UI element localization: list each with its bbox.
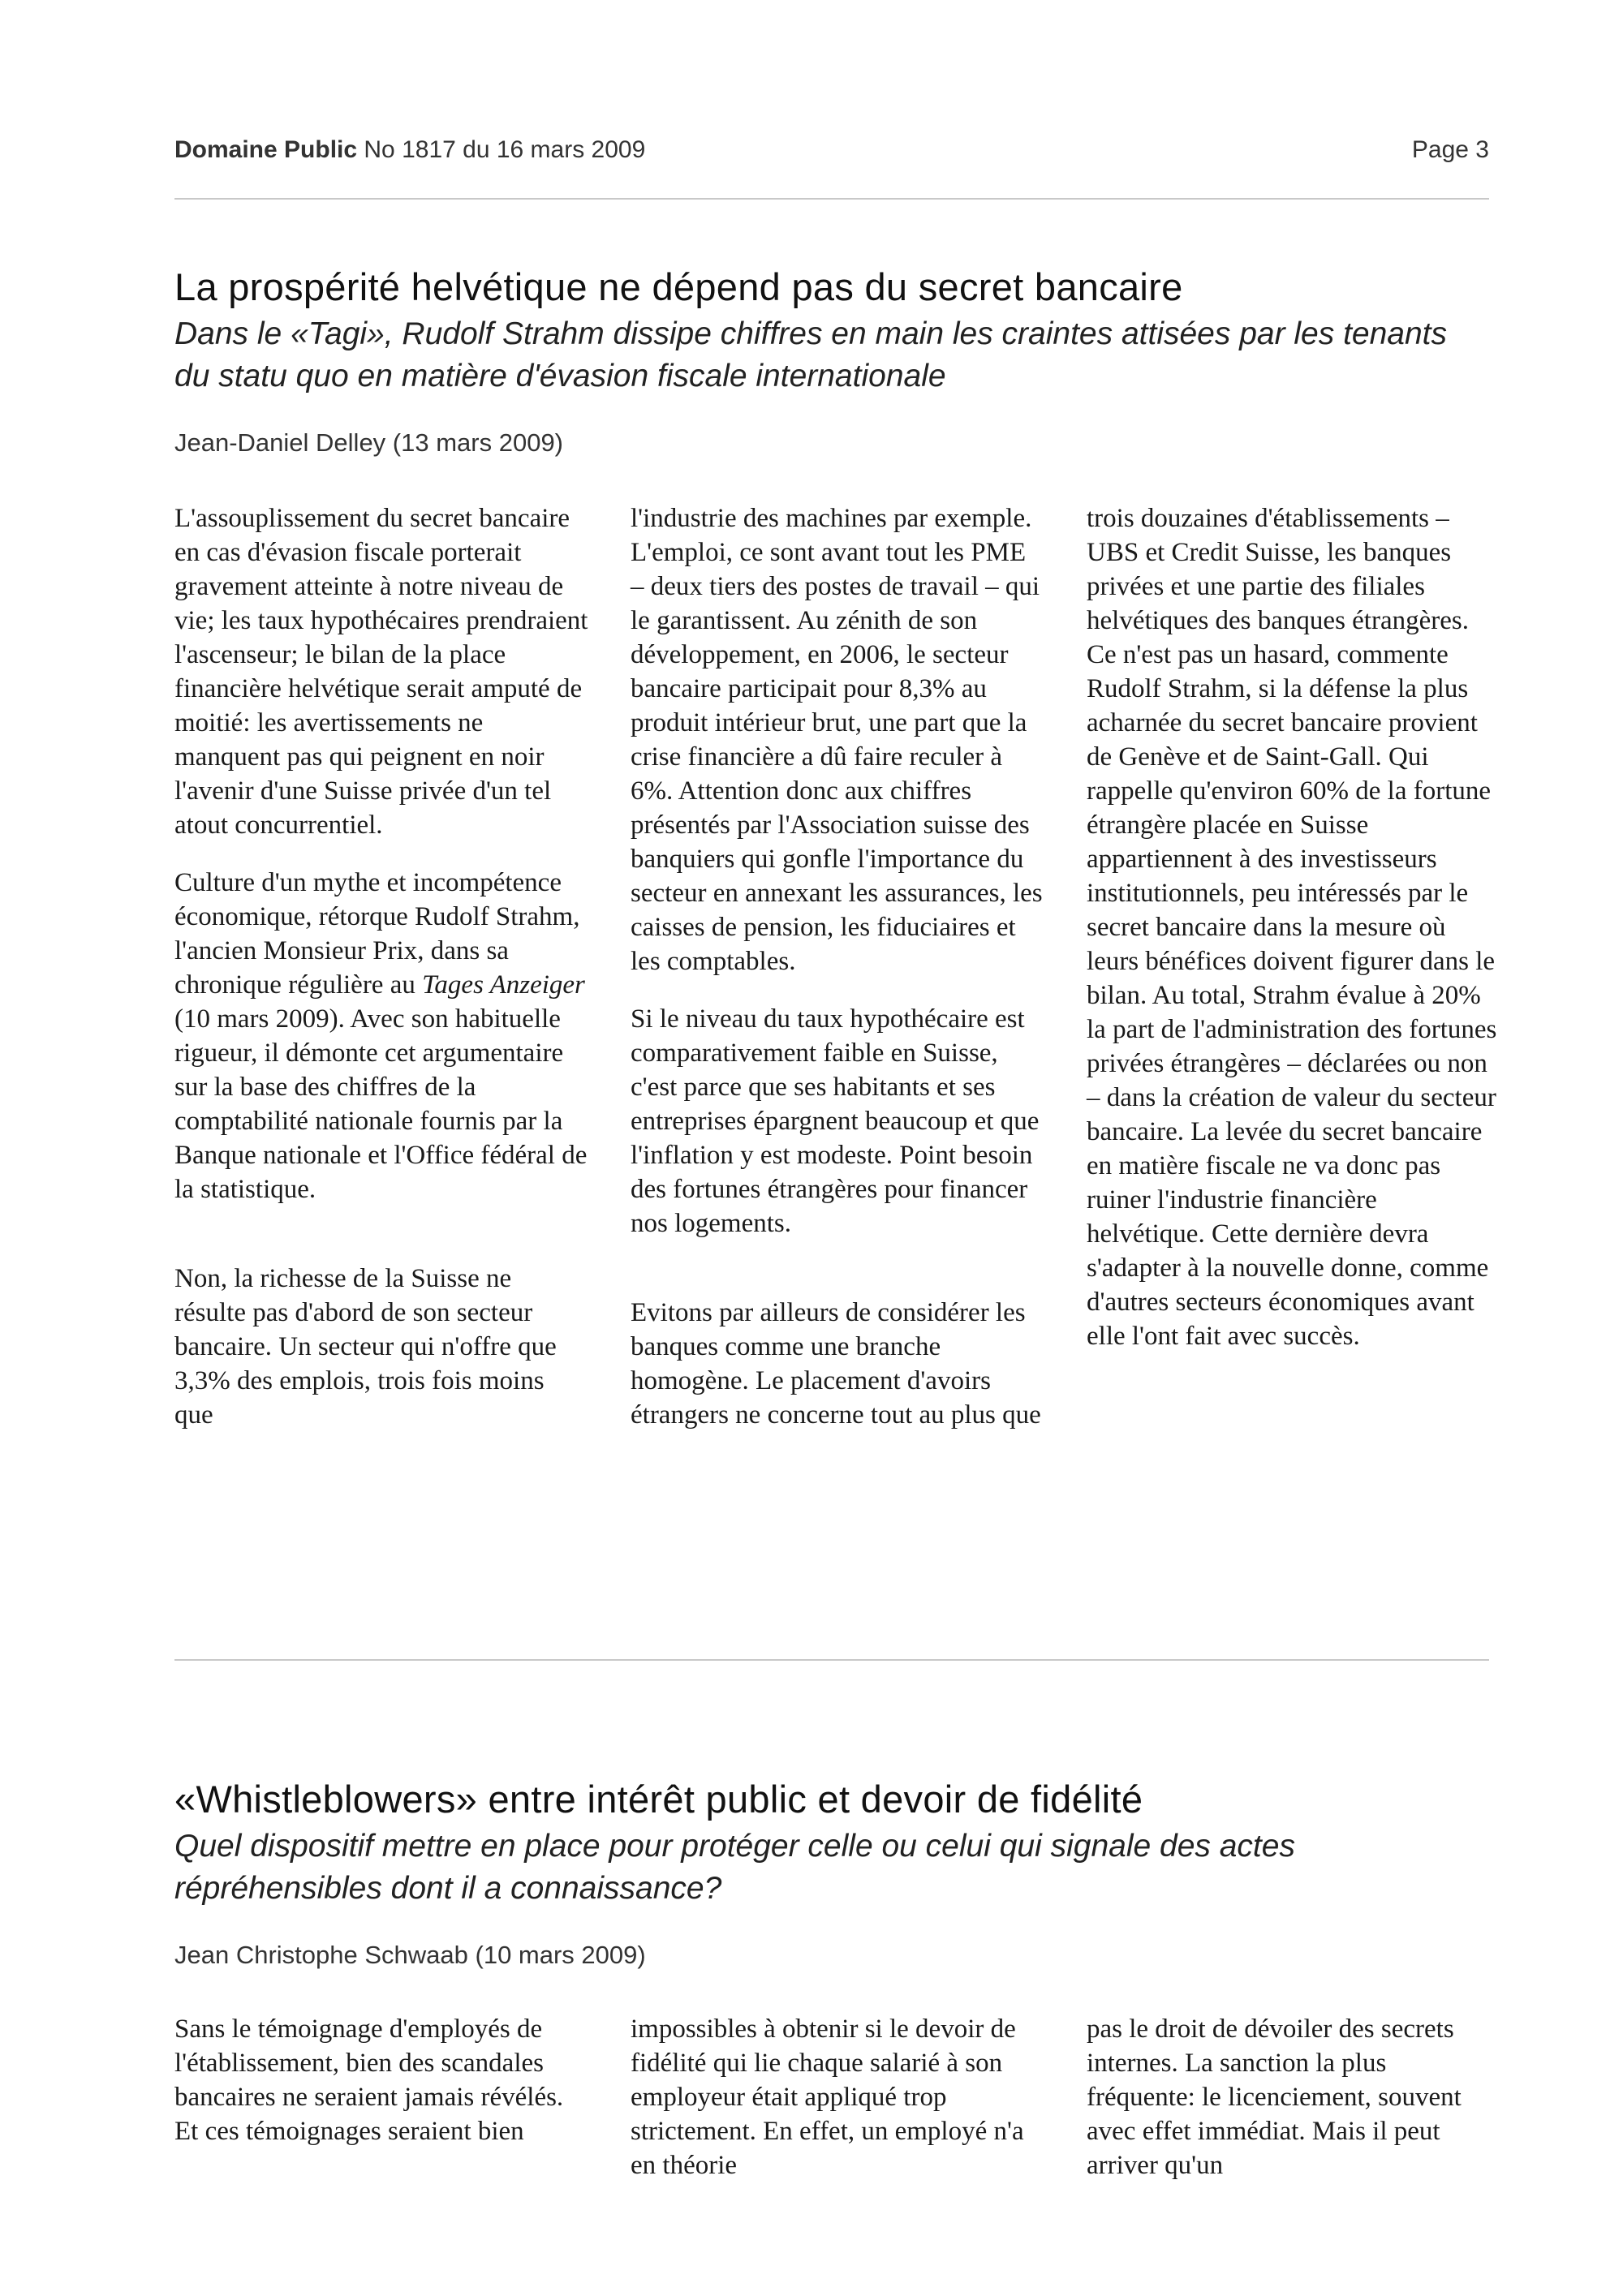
paragraph: L'assouplissement du secret bancaire en cas d'évasion fiscale porterait gravement atteinte à notre niveau de vie; les taux hypothécaires prendraient l'ascenseur; le bilan de la place financière helvétique serait amputé de moitié: les avertissements ne manquent pas qui peignent en noir l'avenir d'une Suisse privée d'un tel atout concurrentiel.: [174, 504, 588, 840]
paragraph: l'industrie des machines par exemple. L'emploi, ce sont avant tout les PME – deux tiers des postes de travail – qui le garantissent. Au zénith de son développement, en 2006, le secteur bancaire participait pour 8,3% au produit intérieur brut, une part que la crise financière a dû faire reculer à 6%. Attention donc aux chiffres présentés par l'Association suisse des banquiers qui gonfle l'importance du secteur en annexant les assurances, les caisses de pension, les fiduciaires et les comptables.: [631, 504, 1043, 976]
article-2-title: «Whistleblowers» entre intérêt public et devoir de fidélité: [174, 1778, 1143, 1821]
page-number: Page 3: [1411, 136, 1489, 163]
article-1: [174, 264, 1489, 458]
article-2-column-1: [174, 2012, 588, 2206]
paragraph: trois douzaines d'établissements – UBS et Credit Suisse, les banques privées et une partie des filiales helvétiques des banques étrangères. Ce n'est pas un hasard, commente Rudolf Strahm, si la défense la plus acharnée du secret bancaire provient de Genève et de Saint-Gall. Qui rappelle qu'environ 60% de la fortune étrangère placée en Suisse appartiennent à des investisseurs institutionnels, peu intéressés par le secret bancaire dans la mesure où leurs bénéfices doivent figurer dans le bilan. Au total, Strahm évalue à 20% la part de l'administration des fortunes privées étrangères – déclarées ou non – dans la création de valeur du secteur bancaire. La levée du secret bancaire en matière fiscale ne va donc pas ruiner l'industrie financière helvétique. Cette dernière devra s'adapter à la nouvelle donne, comme d'autres secteurs économiques avant elle l'ont fait avec succès.: [1087, 504, 1497, 1351]
article-2-column-2: [631, 2012, 1044, 2206]
article-1-subtitle: Dans le «Tagi», Rudolf Strahm dissipe chiffres en main les craintes attisées par les tenants du statu quo en matière d'évasion fiscale internationale: [174, 316, 1448, 393]
paragraph: Non, la richesse de la Suisse ne résulte pas d'abord de son secteur bancaire. Un secteur qui n'offre que 3,3% des emplois, trois fois moins que: [174, 1264, 557, 1430]
paragraph: Culture d'un mythe et incompétence économique, rétorque Rudolf Strahm, l'ancien Monsieur Prix, dans sa chronique régulière au Tages Anzeiger (10 mars 2009). Avec son habituelle rigueur, il démonte cet argumentaire sur la base des chiffres de la comptabilité nationale fournis par la Banque nationale et l'Office fédéral de la statistique.: [174, 868, 588, 1204]
article-1-byline: Jean-Daniel Delley (13 mars 2009): [174, 428, 564, 457]
page-header: [174, 136, 1489, 164]
issue-info: No 1817 du 16 mars 2009: [364, 136, 646, 163]
header-issue-line: [174, 136, 645, 164]
article-1-columns: [174, 501, 1500, 1455]
article-2-byline: Jean Christophe Schwaab (10 mars 2009): [174, 1941, 646, 1969]
article-divider: [174, 1659, 1489, 1661]
article-2-subtitle: Quel dispositif mettre en place pour protéger celle ou celui qui signale des actes répréhensibles dont il a connaissance?: [174, 1829, 1295, 1906]
article-1-title: La prospérité helvétique ne dépend pas du secret bancaire: [174, 265, 1183, 308]
article-1-column-2: [631, 501, 1044, 1455]
paragraph: impossibles à obtenir si le devoir de fidélité qui lie chaque salarié à son employeur était appliqué trop strictement. En effet, un employé n'a en théorie: [631, 2014, 1024, 2180]
paragraph: Sans le témoignage d'employés de l'établissement, bien des scandales bancaires ne seraient jamais révélés. Et ces témoignages seraient bien: [174, 2014, 564, 2146]
article-2-column-3: [1087, 2012, 1500, 2206]
paragraph: Evitons par ailleurs de considérer les banques comme une branche homogène. Le placement d'avoirs étrangers ne concerne tout au plus que: [631, 1298, 1041, 1430]
article-1-column-1: [174, 501, 588, 1455]
article-2-columns: [174, 2012, 1500, 2206]
header-divider: [174, 198, 1489, 200]
paragraph: Si le niveau du taux hypothécaire est comparativement faible en Suisse, c'est parce que ses habitants et ses entreprises épargnent beaucoup et que l'inflation y est modeste. Point besoin des fortunes étrangères pour financer nos logements.: [631, 1004, 1040, 1238]
publication-name: Domaine Public: [174, 136, 358, 163]
article-2: [174, 1777, 1489, 1970]
paragraph: pas le droit de dévoiler des secrets internes. La sanction la plus fréquente: le licenciement, souvent avec effet immédiat. Mais il peut arriver qu'un: [1087, 2014, 1462, 2180]
article-1-column-3: [1087, 501, 1500, 1455]
